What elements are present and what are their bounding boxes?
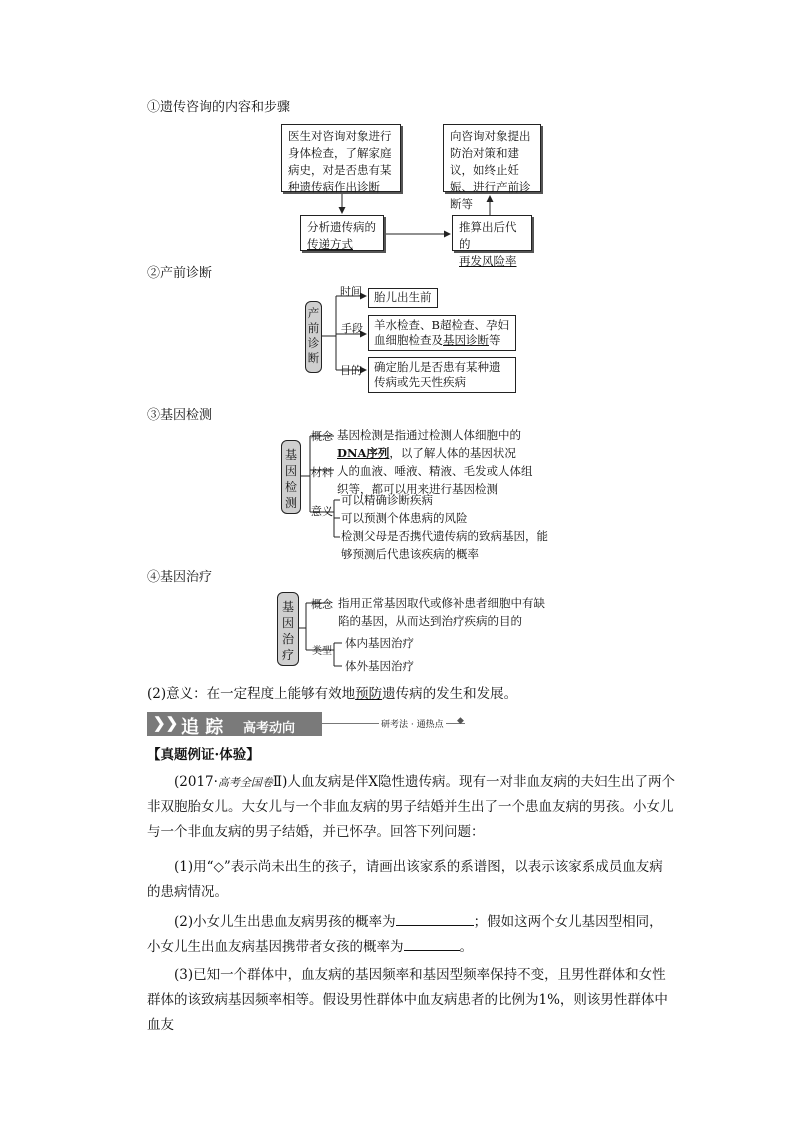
prenatal-means-underlined: 基因诊断 [443, 333, 489, 347]
gene-therapy-concept-value: 指用正常基因取代或修补患者细胞中有缺陷的基因，从而达到治疗疾病的目的 [338, 596, 545, 628]
section-heading-genetic-counseling: ①遗传咨询的内容和步骤 [147, 100, 291, 115]
prenatal-means-label: 手段 [341, 322, 363, 335]
gene-test-meaning-2: 可以预测个体患病的风险 [341, 511, 468, 525]
prenatal-means-text: 羊水检查、B超检查、孕妇血细胞检查及 [374, 318, 509, 347]
gene-test-concept-label: 概念 [311, 430, 333, 443]
gene-test-meaning-3: 检测父母是否携代遗传病的致病基因，能够预测后代患该疾病的概率 [341, 529, 548, 561]
section-heading-gene-therapy: ④基因治疗 [147, 570, 213, 585]
prenatal-time-value: 胎儿出生前 [368, 288, 438, 308]
gene-test-title-box: 基因检测 [281, 440, 301, 514]
flow-box-estimate [452, 215, 532, 268]
meaning-text: (2)意义：在一定程度上能够有效地 [147, 686, 356, 702]
section-heading-gene-test: ③基因检测 [147, 408, 213, 423]
prenatal-goal-value: 确定胎儿是否患有某种遗传病或先天性疾病 [368, 357, 516, 393]
prenatal-means-suffix: 等 [489, 333, 501, 347]
gene-therapy-title-box: 基因治疗 [277, 592, 299, 666]
exam-source: (2017· [174, 774, 218, 790]
section-banner [147, 712, 465, 736]
flow-box-analyze [300, 215, 384, 251]
prenatal-time-label: 时间 [340, 285, 362, 298]
q2-answer-blank-2[interactable] [404, 936, 460, 951]
gene-test-material-label: 材料 [311, 466, 333, 479]
section-heading-prenatal: ②产前诊断 [147, 266, 213, 281]
flow-box-physical-exam: 医生对咨询对象进行身体检查，了解家庭病史，对是否患有某种遗传病作出诊断 [281, 124, 401, 192]
gene-test-concept-suffix: ，以了解人体的基因状况 [389, 446, 516, 460]
banner-subtitle: 高考动向 [243, 721, 296, 736]
exam-source-tail: Ⅱ) [272, 774, 288, 790]
meaning-underlined: 预防 [355, 686, 383, 702]
q2-text-a: (2)小女儿生出患血友病男孩的概率为 [174, 914, 396, 930]
exam-question-1: (1)用“◇”表示尚未出生的孩子，请画出该家系的系谱图，以表示该家系成员血友病的患病情况。 [147, 859, 663, 900]
banner-title: 追 踪 [181, 717, 224, 738]
prenatal-goal-label: 目的 [340, 364, 362, 377]
gene-test-concept-underlined: DNA序列 [337, 446, 390, 460]
q2-answer-blank-1[interactable] [396, 911, 474, 926]
q2-text-b: ；假如这两个女儿基因型相同，小女儿生出血友病基因携带者女孩的概率为 [147, 914, 663, 955]
gene-therapy-concept-label: 概念 [311, 598, 333, 611]
gene-therapy-type-1: 体内基因治疗 [345, 636, 414, 650]
gene-therapy-type-label: 类型 [312, 646, 332, 657]
flow-box-analyze-line1: 分析遗传病的 [307, 220, 376, 234]
q2-text-c: 。 [459, 939, 473, 955]
gene-test-concept-value [337, 426, 537, 462]
flow-box-advice: 向咨询对象提出防治对策和建议，如终止妊娠、进行产前诊断等 [443, 124, 541, 192]
flow-box-estimate-line2: 再发风险率 [459, 254, 517, 268]
gene-test-concept-text: 基因检测是指通过检测人体细胞中的 [337, 428, 521, 442]
banner-chevron-icon: ❯❯ [153, 714, 179, 732]
meaning-suffix: 遗传病的发生和发展。 [382, 686, 518, 702]
exam-question-2 [147, 910, 675, 960]
flow-box-estimate-line1: 推算出后代的 [459, 220, 517, 251]
gene-therapy-type-2: 体外基因治疗 [345, 659, 414, 673]
gene-test-meaning-1: 可以精确诊断疾病 [341, 493, 433, 507]
banner-right-text: 研考法 · 通热点 [379, 717, 446, 730]
exam-question-3: (3)已知一个群体中，血友病的基因频率和基因型频率保持不变，且男性群体和女性群体的该致病基因频率相等。假设男性群体中血友病患者的比例为1%，则该男性群体中血友 [147, 967, 668, 1033]
gene-test-material-value: 人的血液、唾液、精液、毛发或人体组织等，都可以用来进行基因检测 [337, 464, 533, 496]
gene-test-meaning-label: 意义 [311, 505, 333, 518]
exam-intro [147, 770, 675, 845]
exam-intro-text: 人血友病是伴X隐性遗传病。现有一对非血友病的夫妇生出了两个非双胞胎女儿。大女儿与一个非血友病的男子结婚并生出了一个患血友病的男孩。小女儿与一个非血友病的男子结婚，并已怀孕。回答下列问题： [147, 774, 675, 840]
flow-box-analyze-line2: 传递方式 [307, 237, 353, 251]
exam-heading: 【真题例证·体验】 [147, 747, 260, 763]
exam-source-italic: 高考全国卷 [217, 776, 273, 789]
prenatal-means-value [368, 315, 516, 351]
meaning-paragraph [147, 682, 517, 702]
prenatal-title-box: 产前诊断 [305, 301, 322, 373]
banner-diamond-icon: ◆ [457, 716, 464, 726]
